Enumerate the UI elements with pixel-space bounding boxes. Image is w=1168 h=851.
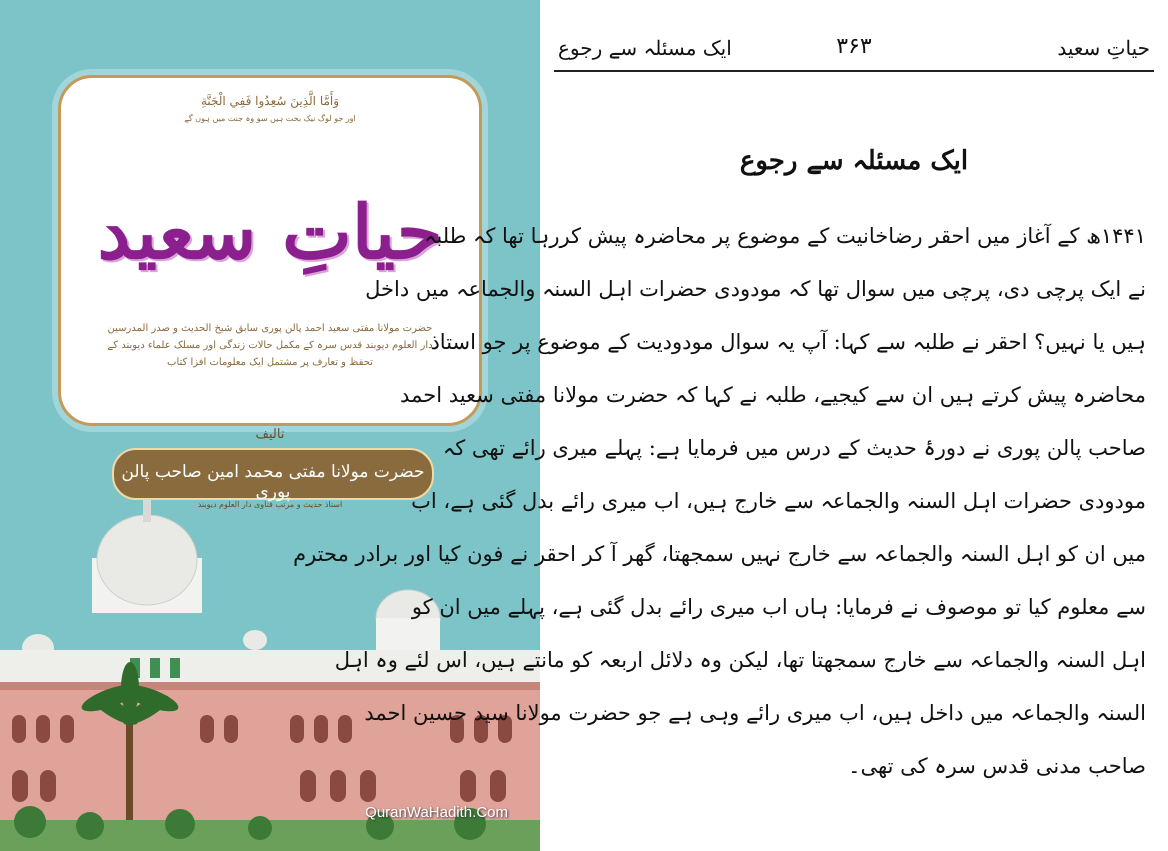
cover-description bbox=[91, 320, 449, 371]
page-body-text bbox=[293, 210, 1146, 793]
website-watermark: QuranWaHadith.Com bbox=[365, 804, 508, 821]
cover-verse-translation: اور جو لوگ نیک بخت ہیں سو وہ جنت میں ہوں گے bbox=[184, 114, 356, 123]
cover-description-line: دار العلوم دیوبند قدس سرہ کے مکمل حالات زندگی اور مسلک علماء دیوبند کے bbox=[107, 340, 433, 351]
text-line: میں ان کو اہل السنہ والجماعہ سے خارج نہیں سمجھتا، گھر آ کر احقر نے فون کیا اور برادر محترم bbox=[293, 542, 1146, 566]
author-band bbox=[112, 448, 434, 500]
text-line: ۱۴۴۱ھ کے آغاز میں احقر رضاخانیت کے موضوع پر محاضرہ پیش کررہا تھا کہ طلبہ bbox=[424, 224, 1146, 248]
book-title: حیاتِ سعید bbox=[97, 190, 443, 276]
text-line: صاحب مدنی قدس سرہ کی تھی۔ bbox=[848, 754, 1146, 778]
page-number: ۳۶۳ bbox=[836, 34, 872, 59]
author-name: حضرت مولانا مفتی محمد امین صاحب پالن پوری bbox=[121, 462, 425, 502]
author-designation: استاذ حدیث و مرتب فتاوی دار العلوم دیوبند bbox=[197, 500, 343, 509]
page-header bbox=[554, 30, 1154, 72]
cover-quranic-verse: وَأَمَّا الَّذِينَ سُعِدُوا فَفِي الْجَنَّةِ bbox=[200, 94, 340, 108]
text-line: محاضرہ پیش کرتے ہیں ان سے کیجیے، طلبہ نے کہا کہ حضرت مولانا مفتی سعید احمد bbox=[400, 383, 1146, 407]
text-line: ہیں یا نہیں؟ احقر نے طلبہ سے کہا: آپ یہ سوال مودودیت کے موضوع پر جو استاذ bbox=[430, 330, 1146, 354]
running-chapter-title: ایک مسئلہ سے رجوع bbox=[558, 36, 732, 60]
running-book-title: حیاتِ سعید bbox=[1057, 36, 1150, 60]
cover-description-line: حضرت مولانا مفتی سعید احمد پالن پوری سابق شیخ الحدیث و صدر المدرسین bbox=[107, 323, 433, 334]
chapter-heading: ایک مسئلہ سے رجوع bbox=[739, 146, 969, 176]
text-line: سے معلوم کیا تو موصوف نے فرمایا: ہاں اب میری رائے بدل گئی ہے، پہلے میں ان کو bbox=[411, 595, 1146, 619]
text-line: صاحب پالن پوری نے دورۂ حدیث کے درس میں فرمایا ہے: پہلے میری رائے تھی کہ bbox=[442, 436, 1146, 460]
text-line: مودودی حضرات اہل السنہ والجماعہ سے خارج ہیں، اب میری رائے بدل گئی ہے، اب bbox=[411, 489, 1146, 513]
cover-description-line: تحفظ و تعارف پر مشتمل ایک معلومات افزا کتاب bbox=[167, 357, 373, 368]
text-line: نے ایک پرچی دی، پرچی میں سوال تھا کہ مودودی حضرات اہل السنہ والجماعہ میں داخل bbox=[365, 277, 1146, 301]
text-line: اہل السنہ والجماعہ سے خارج سمجھتا تھا، لیکن وہ دلائل اربعہ کو مانتے ہیں، اس لئے وہ اہل bbox=[334, 648, 1146, 672]
text-line: السنہ والجماعہ میں داخل ہیں، اب میری رائے وہی ہے جو حضرت مولانا سید حسین احمد bbox=[364, 701, 1146, 725]
taleef-label: تالیف bbox=[255, 427, 285, 442]
